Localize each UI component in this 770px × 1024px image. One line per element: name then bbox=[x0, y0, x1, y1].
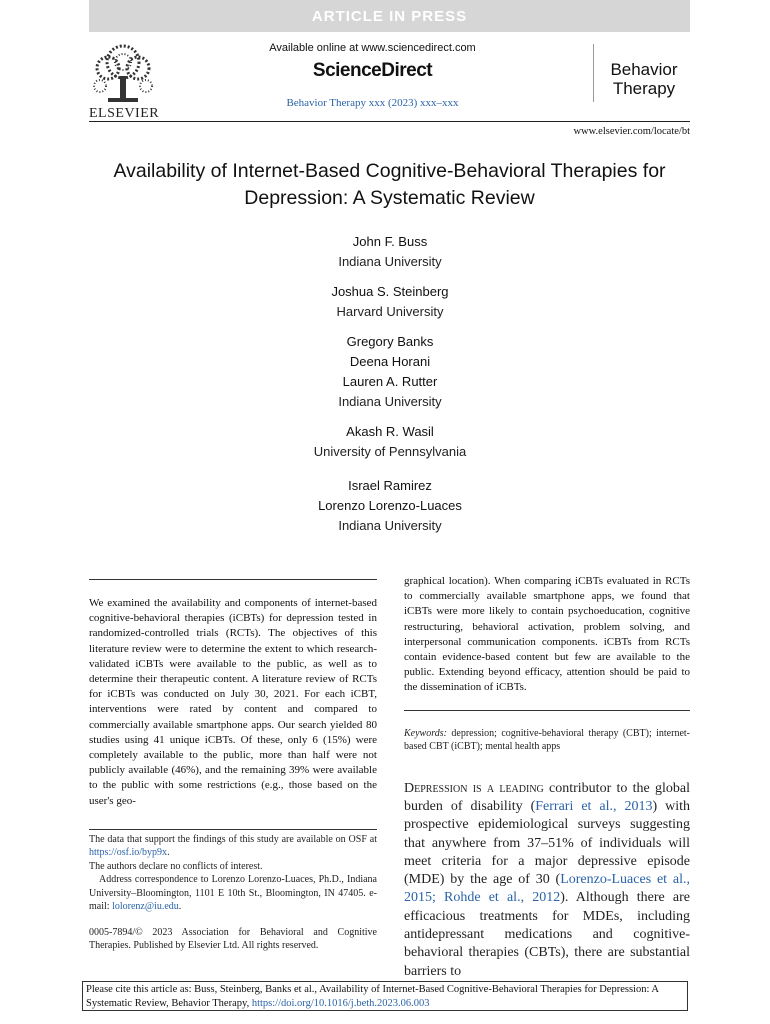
article-title bbox=[89, 158, 690, 212]
sciencedirect-logo: ScienceDirect bbox=[312, 60, 433, 81]
elsevier-wordmark: ELSEVIER bbox=[89, 106, 160, 121]
header-rule bbox=[89, 121, 690, 122]
keywords-label: Keywords: bbox=[404, 727, 447, 739]
footnotes bbox=[89, 833, 377, 953]
doi-link[interactable]: https://doi.org/10.1016/j.beth.2023.06.003 bbox=[251, 998, 430, 1009]
citation-link-ferrari[interactable]: Ferrari et al., 2013 bbox=[535, 798, 653, 814]
journal-url[interactable]: www.elsevier.com/locate/bt bbox=[573, 126, 690, 137]
abstract-top-rule bbox=[89, 579, 377, 580]
author-name: John F. Buss bbox=[352, 234, 428, 249]
abstract-part-2: graphical location). When comparing iCBTs evaluated in RCTs to commercially available smartphone apps, we found that iCBTs were more likely to contain psychoeducation, cognitive restructuring, behavioral activation, problem solving, and interpersonal communication components. iCBTs from RCTs contain evidence-based content but few are available to the public. Extending beyond efficacy, attention should be paid to the dissemination of iCBTs. bbox=[404, 575, 690, 694]
author-name: Lorenzo Lorenzo-Luaces bbox=[318, 498, 462, 513]
osf-link[interactable]: https://osf.io/byp9x bbox=[89, 847, 168, 859]
journal-brand-line-1: Behavior bbox=[610, 60, 678, 79]
cite-this-article-box bbox=[82, 981, 688, 1011]
author-group bbox=[180, 422, 600, 462]
author-affiliation: Indiana University bbox=[338, 394, 442, 409]
intro-lead: Depression is a leading bbox=[404, 780, 544, 796]
author-name: Akash R. Wasil bbox=[346, 424, 434, 439]
abstract-part-1: We examined the availability and components of internet-based cognitive-behavioral therapies (iCBTs) for depression tested in randomized-controlled trials (RCTs). The objectives of this literature review were to determine the extent to which research-validated iCBTs were available to the public, as well as to determine their therapeutic content. A literature review of RCTs for iCBTs was conducted on July 30, 2021. For each iCBT, interventions were rated by content and compared to commercially available smartphone apps. Our search yielded 80 studies using 41 unique iCBTs. Of these, only 6 (15%) were completely available to the public, more than half were not publicly available (46%), and the remaining 39% were available to the public with some restrictions (e.g., those based on the user's geo- bbox=[89, 597, 377, 807]
available-online-line: Available online at www.sciencedirect.com bbox=[269, 42, 476, 54]
journal-brand-logo bbox=[593, 44, 694, 102]
author-name: Israel Ramirez bbox=[348, 478, 432, 493]
right-column bbox=[404, 574, 690, 981]
title-line-1: Availability of Internet-Based Cognitive-Behavioral Therapies for bbox=[113, 160, 666, 182]
journal-brand-line-2: Therapy bbox=[612, 79, 676, 98]
author-group bbox=[180, 232, 600, 272]
author-name: Deena Horani bbox=[349, 354, 431, 369]
author-affiliation: Harvard University bbox=[336, 304, 444, 319]
data-availability-note: The data that support the findings of this study are available on OSF at https://osf.io/byp9x. bbox=[89, 833, 377, 859]
intro-paragraph: Depression is a leading contributor to the global burden of disability (Ferrari et al., 2013) with prospective epidemiological surveys suggesting that anywhere from 37–51% of individuals will meet criteria for a major depressive episode (MDE) by the age of 30 (Lorenzo-Luaces et al., 2015; Rohde et al., 2012). Although there are efficacious treatments for MDEs, including antidepressant medications and cognitive-behavioral therapies (CBTs), there are substantial barriers to bbox=[404, 780, 691, 979]
author-group bbox=[180, 282, 600, 322]
author-group bbox=[180, 476, 600, 536]
email-link[interactable]: lolorenz@iu.edu bbox=[112, 901, 179, 913]
author-group bbox=[180, 332, 600, 412]
elsevier-tree-logo bbox=[90, 42, 156, 104]
author-name: Gregory Banks bbox=[346, 334, 434, 349]
author-affiliation: Indiana University bbox=[338, 518, 442, 533]
author-affiliation: University of Pennsylvania bbox=[313, 444, 467, 459]
keywords-text: depression; cognitive-behavioral therapy (CBT); internet-based CBT (iCBT); mental health apps bbox=[404, 727, 690, 753]
copyright-note: 0005-7894/© 2023 Association for Behavioral and Cognitive Therapies. Published by Elsevier Ltd. All rights reserved. bbox=[89, 926, 377, 952]
journal-citation-line[interactable]: Behavior Therapy xxx (2023) xxx–xxx bbox=[286, 97, 459, 109]
author-name: Joshua S. Steinberg bbox=[331, 284, 449, 299]
abstract-bottom-rule bbox=[404, 710, 690, 711]
keywords bbox=[404, 727, 690, 754]
cite-text: Please cite this article as: Buss, Steinberg, Banks et al., Availability of Internet-Based Cognitive-Behavioral Therapies for Depression: A Systematic Review, Behavior Therapy, bbox=[86, 984, 659, 1009]
correspondence-note: Address correspondence to Lorenzo Lorenzo-Luaces, Ph.D., Indiana University–Bloomington, 1101 E 10th St., Bloomington, IN 47405. e-mail: lolorenz@iu.edu. bbox=[89, 874, 377, 913]
author-name: Lauren A. Rutter bbox=[342, 374, 438, 389]
article-in-press-banner: ARTICLE IN PRESS bbox=[89, 0, 690, 32]
title-line-2: Depression: A Systematic Review bbox=[244, 187, 535, 209]
footnote-rule bbox=[89, 829, 377, 830]
conflict-note: The authors declare no conflicts of interest. bbox=[89, 860, 263, 872]
left-column bbox=[89, 579, 377, 953]
author-affiliation: Indiana University bbox=[338, 254, 442, 269]
citation-link-lorenzo-rohde[interactable]: Lorenzo-Luaces et al., 2015; Rohde et al., 2012 bbox=[404, 872, 690, 906]
author-list bbox=[180, 232, 600, 546]
